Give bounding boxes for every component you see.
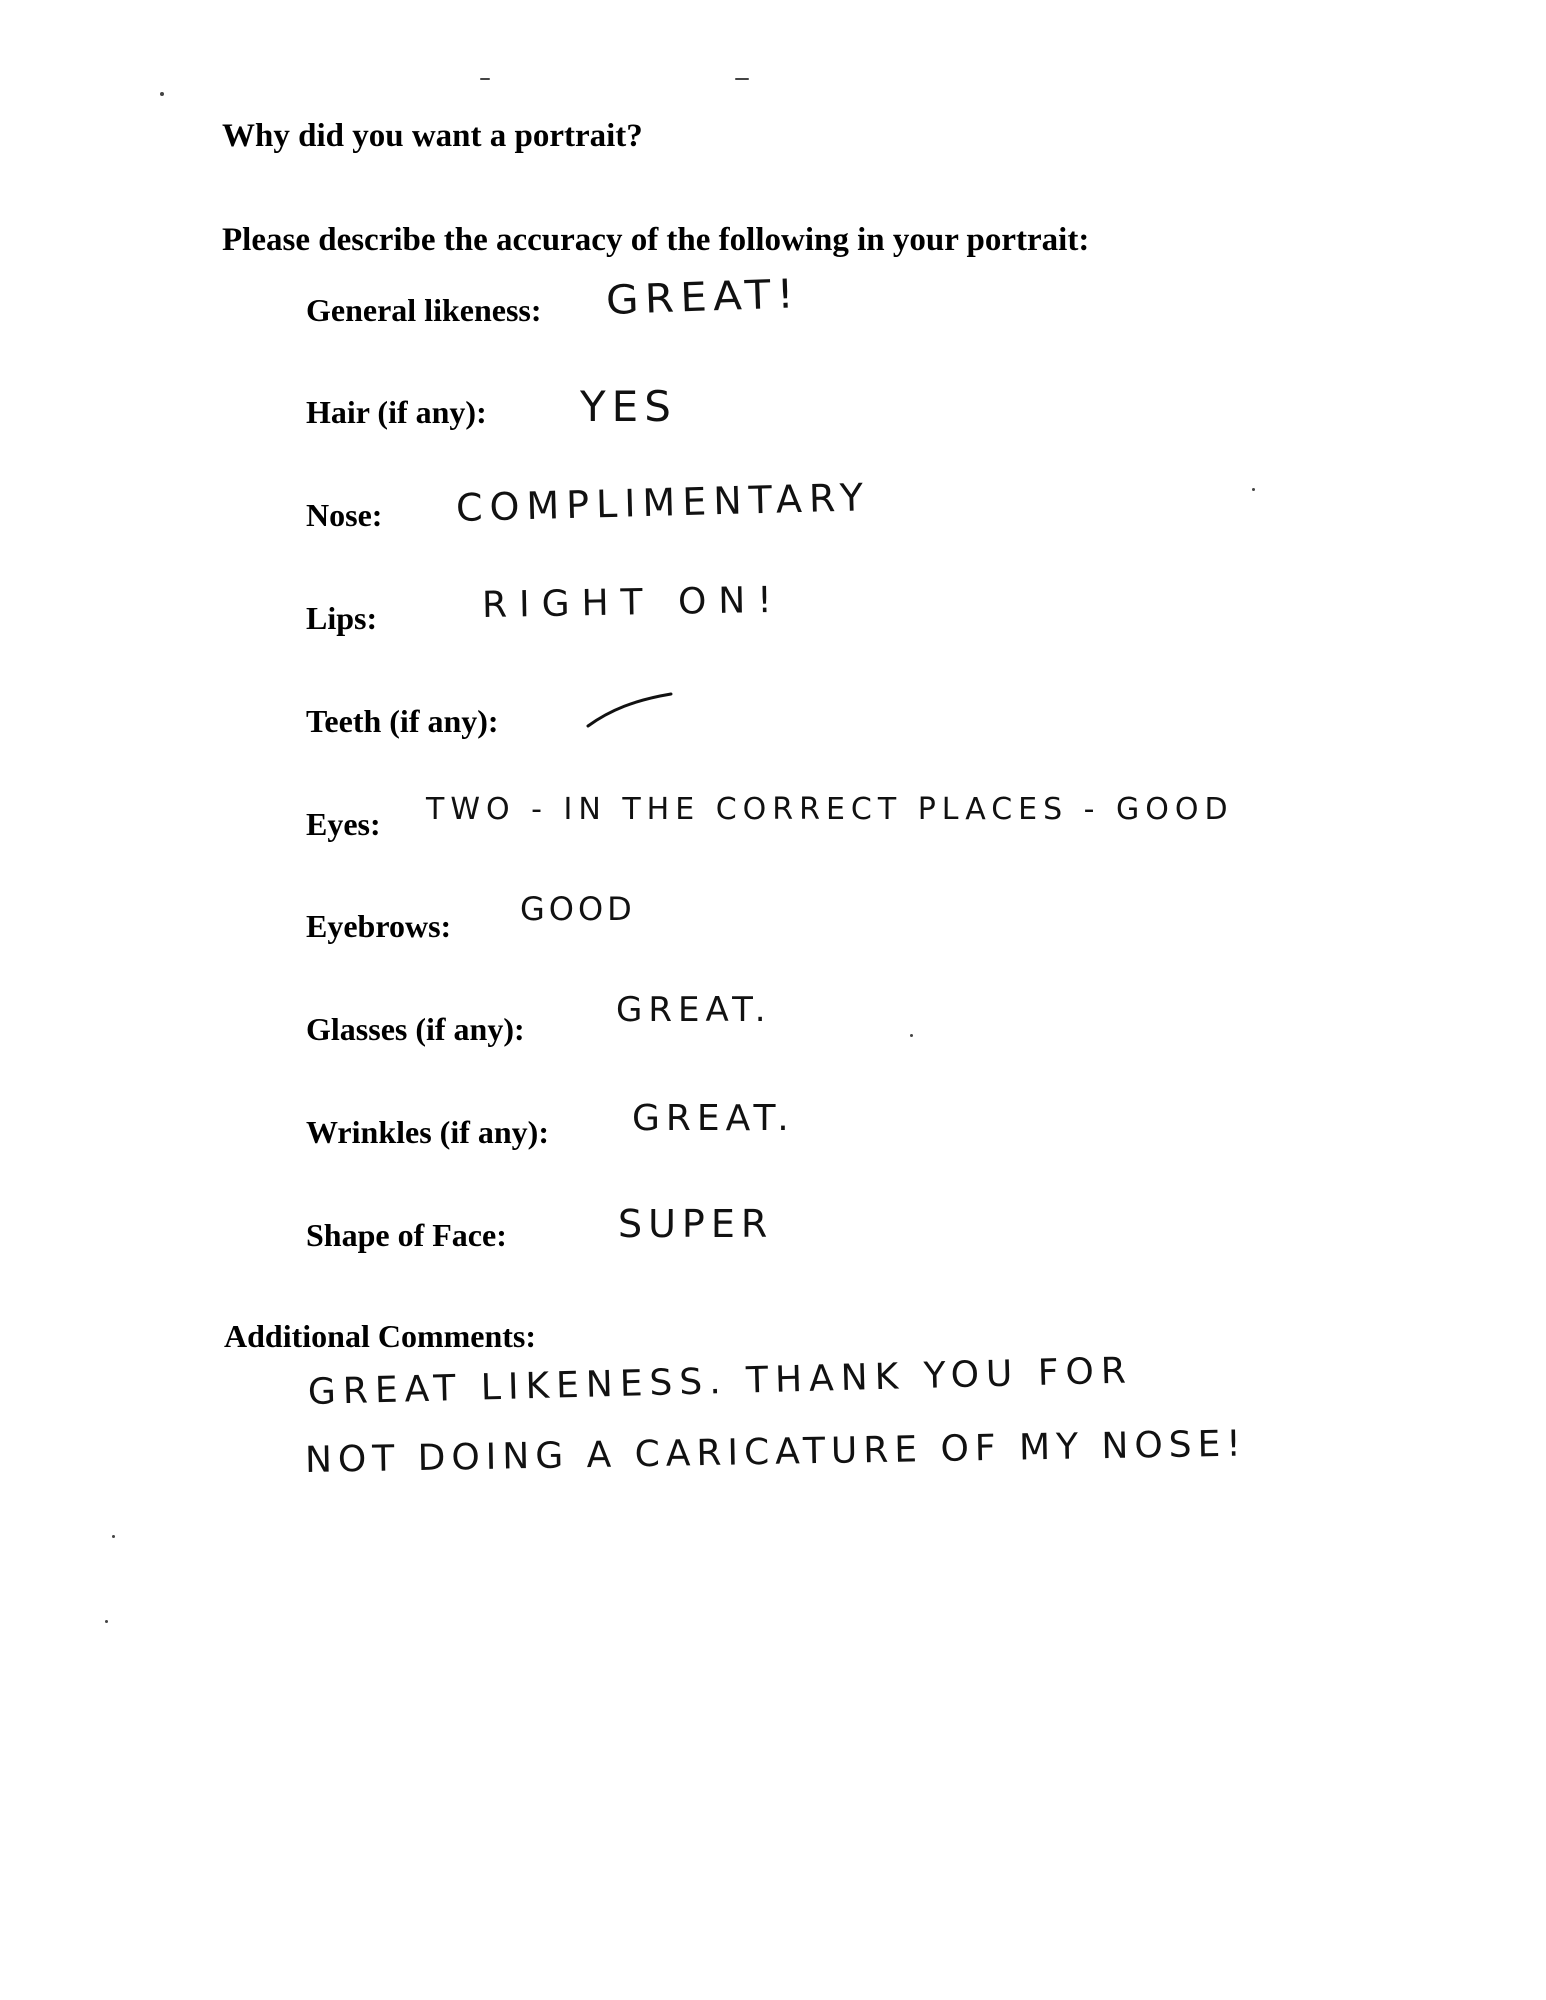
label-lips: Lips: xyxy=(306,600,378,636)
scan-speck xyxy=(735,78,749,80)
answer-hair: YES xyxy=(580,382,677,431)
scan-speck xyxy=(105,1620,108,1623)
answer-lips: RIGHT ON! xyxy=(481,579,785,626)
question-accuracy: Please describe the accuracy of the following in your portrait: xyxy=(222,222,1090,258)
answer-eyes: TWO - IN THE CORRECT PLACES - GOOD xyxy=(426,792,1234,827)
answer-wrinkles: GREAT. xyxy=(632,1098,795,1139)
scan-speck xyxy=(910,1034,913,1037)
scan-speck xyxy=(1252,488,1255,491)
additional-comment-line-2: NOT DOING A CARICATURE OF MY NOSE! xyxy=(304,1423,1248,1481)
label-shape-of-face: Shape of Face: xyxy=(306,1217,507,1253)
teeth-check-mark xyxy=(585,690,675,730)
scan-speck xyxy=(160,92,164,96)
additional-comment-line-1: GREAT LIKENESS. THANK YOU FOR xyxy=(307,1350,1134,1413)
label-nose: Nose: xyxy=(306,497,383,533)
label-eyebrows: Eyebrows: xyxy=(306,908,452,944)
scan-speck xyxy=(480,78,490,80)
answer-glasses: GREAT. xyxy=(616,990,772,1030)
additional-comments-label: Additional Comments: xyxy=(224,1318,537,1354)
answer-eyebrows: GOOD xyxy=(520,890,636,928)
scan-speck xyxy=(112,1535,115,1538)
label-hair: Hair (if any): xyxy=(306,394,487,430)
label-eyes: Eyes: xyxy=(306,806,381,842)
question-why-portrait: Why did you want a portrait? xyxy=(222,118,643,154)
label-general-likeness: General likeness: xyxy=(306,292,542,328)
label-wrinkles: Wrinkles (if any): xyxy=(306,1114,549,1150)
label-glasses: Glasses (if any): xyxy=(306,1011,525,1047)
answer-nose: COMPLIMENTARY xyxy=(455,475,871,530)
answer-general-likeness: GREAT! xyxy=(605,271,801,324)
label-teeth: Teeth (if any): xyxy=(306,703,499,739)
answer-shape-of-face: SUPER xyxy=(618,1202,774,1246)
